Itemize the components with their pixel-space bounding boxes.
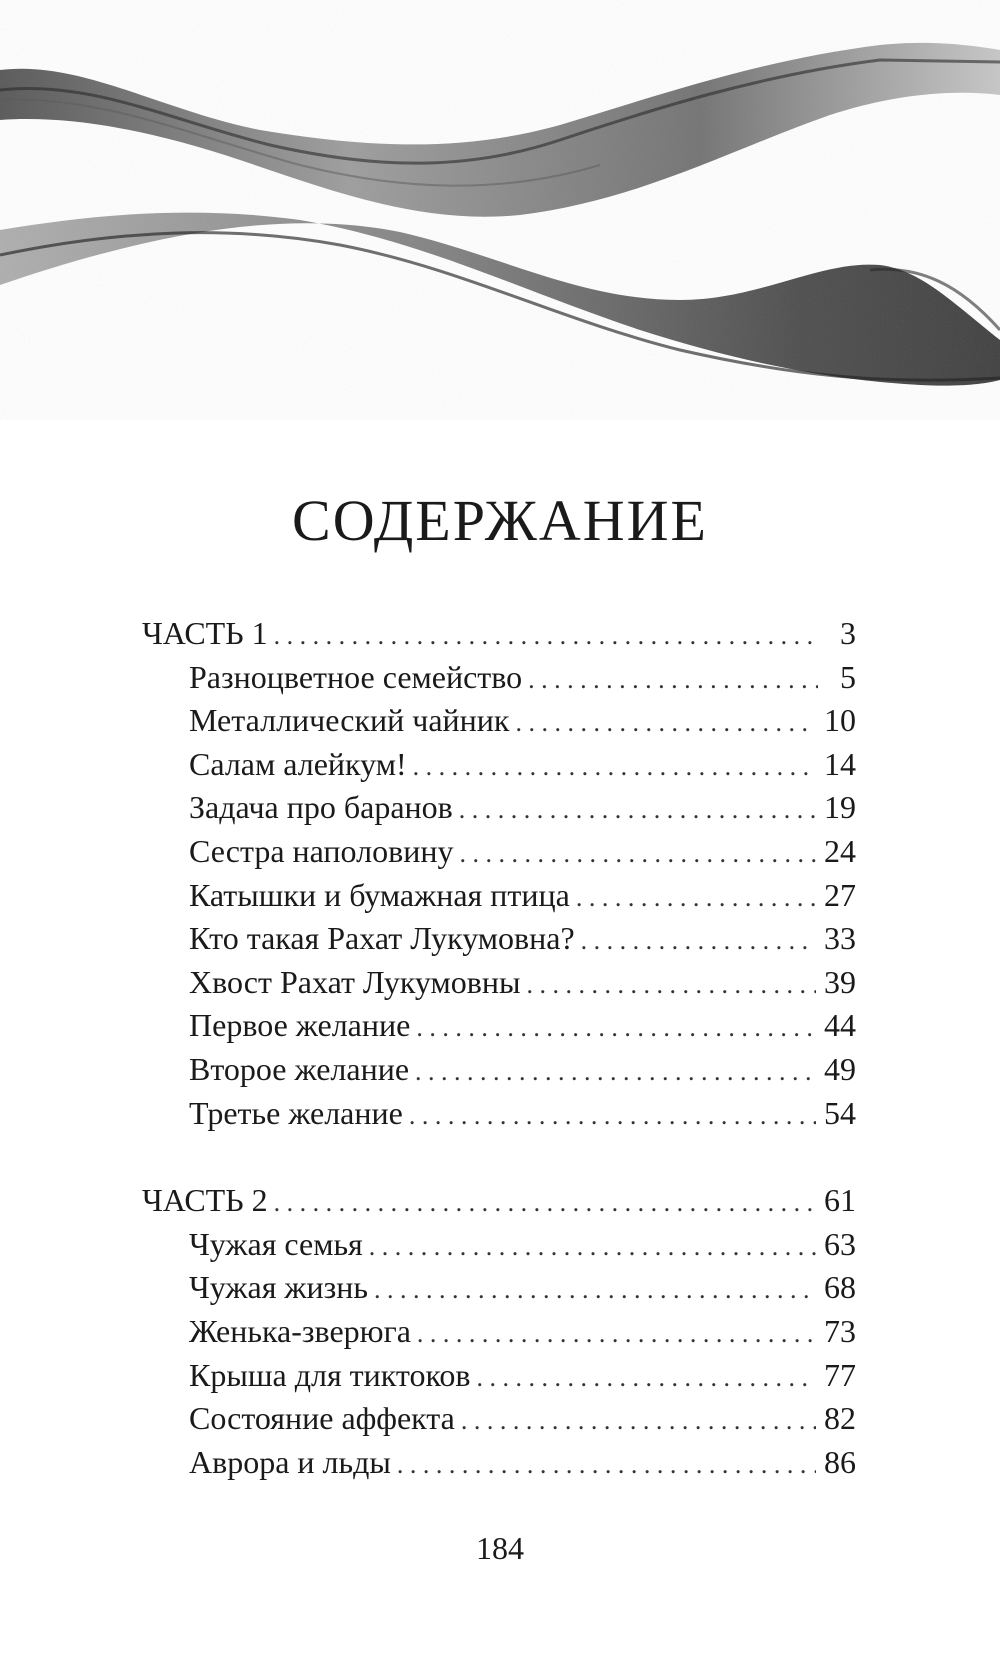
toc-chapter xyxy=(142,1441,856,1485)
part-1-block xyxy=(142,612,856,1135)
toc-chapter xyxy=(142,743,856,787)
toc-chapter-label: Разноцветное семейство xyxy=(189,658,523,695)
toc-page-number: 24 xyxy=(824,832,856,869)
toc-chapter-label: Состояние аффекта xyxy=(189,1400,455,1437)
toc-part-2 xyxy=(142,1179,856,1223)
toc-part-label: ЧАСТЬ 1 xyxy=(142,615,268,651)
toc-page-number: 49 xyxy=(824,1050,856,1087)
toc-page-number: 10 xyxy=(824,702,856,739)
dot-leader xyxy=(459,788,816,832)
dot-leader xyxy=(397,1443,816,1487)
toc-chapter xyxy=(142,786,856,830)
toc-chapter-label: Первое желание xyxy=(189,1007,411,1044)
toc-page-number: 19 xyxy=(824,789,856,826)
dot-leader xyxy=(526,963,816,1007)
toc-page-number: 5 xyxy=(840,658,856,695)
toc-chapter-label: Третье желание xyxy=(189,1094,403,1131)
dot-leader xyxy=(581,919,816,963)
toc-part-label: ЧАСТЬ 2 xyxy=(142,1182,268,1219)
toc-chapter-label: Задача про баранов xyxy=(189,789,453,826)
toc-part-1 xyxy=(142,612,856,656)
dot-leader xyxy=(515,701,816,745)
toc-page-number: 27 xyxy=(824,876,856,913)
table-of-contents xyxy=(142,612,856,1484)
dot-leader xyxy=(459,832,816,876)
toc-page-number: 63 xyxy=(824,1225,856,1262)
part-2-block xyxy=(142,1179,856,1484)
page-number-footer: 184 xyxy=(476,1530,524,1566)
toc-page-number: 33 xyxy=(824,920,856,957)
toc-chapter-label: Крыша для тиктоков xyxy=(189,1356,471,1393)
toc-chapter xyxy=(142,961,856,1005)
toc-chapter xyxy=(142,1048,856,1092)
toc-chapter xyxy=(142,874,856,918)
decorative-ribbon-image xyxy=(0,0,1000,420)
toc-chapter xyxy=(142,1310,856,1354)
toc-page-number: 44 xyxy=(824,1007,856,1044)
toc-chapter xyxy=(142,917,856,961)
dot-leader xyxy=(416,1006,816,1050)
toc-chapter-label: Чужая семья xyxy=(189,1225,363,1262)
toc-chapter xyxy=(142,1223,856,1267)
toc-chapter-label: Сестра наполовину xyxy=(189,832,454,869)
dot-leader xyxy=(528,658,818,702)
dot-leader xyxy=(274,1181,816,1225)
dot-leader xyxy=(461,1399,816,1443)
toc-chapter-label: Катышки и бумажная птица xyxy=(189,876,570,913)
toc-page-number: 14 xyxy=(824,745,856,782)
toc-page-number: 61 xyxy=(824,1182,856,1219)
dot-leader xyxy=(374,1268,816,1312)
dot-leader xyxy=(369,1225,816,1269)
toc-chapter xyxy=(142,1354,856,1398)
toc-chapter xyxy=(142,656,856,700)
dot-leader xyxy=(415,1050,816,1094)
toc-chapter xyxy=(142,1092,856,1136)
toc-chapter xyxy=(142,1266,856,1310)
dot-leader xyxy=(274,614,818,658)
toc-chapter-label: Хвост Рахат Лукумовны xyxy=(189,963,521,1000)
toc-page-number: 39 xyxy=(824,963,856,1000)
toc-chapter-label: Аврора и льды xyxy=(189,1443,391,1480)
toc-chapter-label: Чужая жизнь xyxy=(189,1269,368,1306)
toc-chapter-label: Салам алейкум! xyxy=(189,745,407,782)
dot-leader xyxy=(409,1094,816,1138)
toc-chapter xyxy=(142,699,856,743)
dot-leader xyxy=(413,745,816,789)
toc-chapter-label: Кто такая Рахат Лукумовна? xyxy=(189,920,575,957)
toc-chapter-label: Металлический чайник xyxy=(189,702,510,739)
toc-page-number: 3 xyxy=(840,615,856,651)
toc-chapter xyxy=(142,830,856,874)
toc-chapter-label: Женька-зверюга xyxy=(189,1312,411,1349)
toc-page-number: 77 xyxy=(824,1356,856,1393)
toc-chapter-label: Второе желание xyxy=(189,1050,410,1087)
dot-leader xyxy=(417,1312,816,1356)
dot-leader xyxy=(476,1356,816,1400)
toc-chapter xyxy=(142,1397,856,1441)
toc-page-number: 68 xyxy=(824,1269,856,1306)
toc-chapter xyxy=(142,1004,856,1048)
toc-page-number: 82 xyxy=(824,1400,856,1437)
toc-page-number: 73 xyxy=(824,1312,856,1349)
page-title: СОДЕРЖАНИЕ xyxy=(292,487,708,553)
toc-page-number: 86 xyxy=(824,1443,856,1480)
dot-leader xyxy=(576,876,816,920)
toc-page-number: 54 xyxy=(824,1094,856,1131)
